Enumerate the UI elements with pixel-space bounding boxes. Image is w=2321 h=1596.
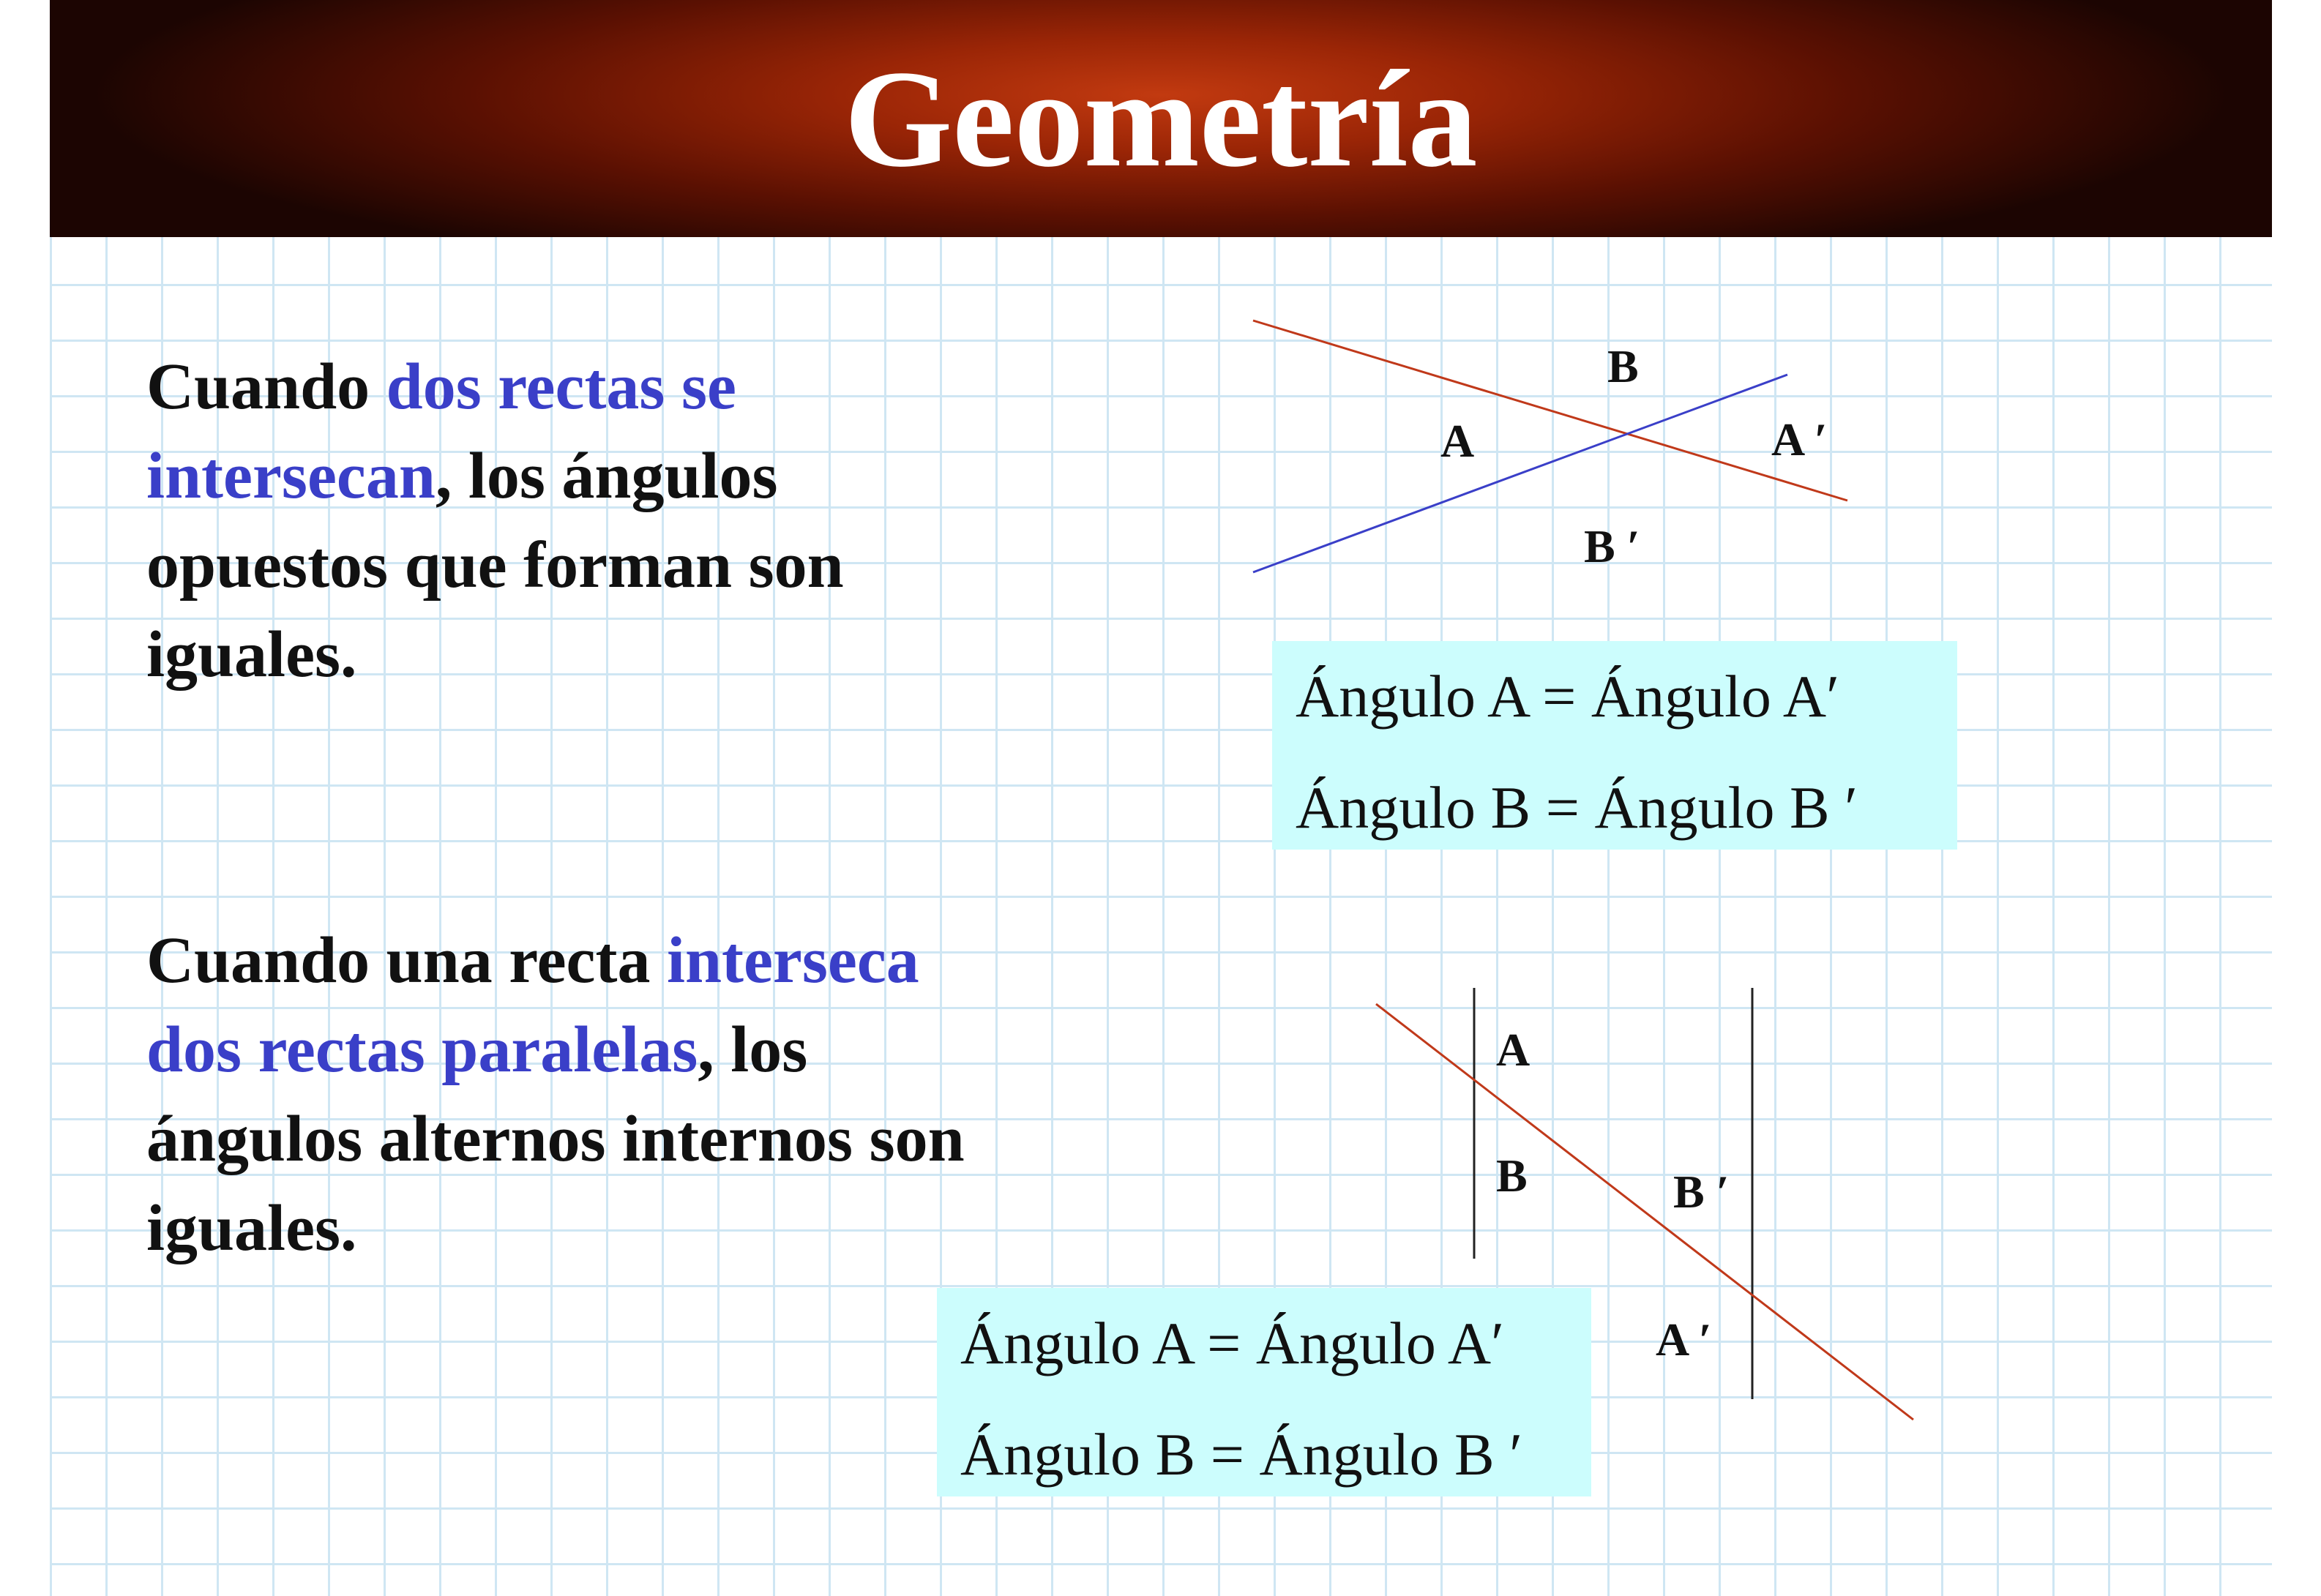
angle-label-b-prime: B ′ — [1673, 1166, 1730, 1218]
equation-box — [937, 1288, 1591, 1496]
equation-line: Ángulo B = Ángulo B ′ — [1296, 774, 1858, 841]
equation-line: Ángulo A = Ángulo A′ — [1296, 663, 1840, 730]
theorem-text: Cuando una recta — [146, 924, 667, 997]
equation-line: Ángulo B = Ángulo B ′ — [960, 1421, 1523, 1488]
angle-label-a: A — [1440, 415, 1475, 467]
red-line — [1253, 321, 1847, 501]
angle-label-a-prime: A ′ — [1771, 413, 1828, 465]
theorem-text: , los ángulos opuestos que forman son iguales. — [146, 440, 844, 691]
equation-box — [1272, 641, 1957, 850]
angle-label-a: A — [1496, 1024, 1530, 1076]
angle-label-b: B — [1496, 1150, 1528, 1202]
equation-line: Ángulo A = Ángulo A′ — [960, 1310, 1505, 1376]
theorem-highlight: interseca dos rectas paralelas — [146, 924, 919, 1086]
angle-label-b: B — [1607, 340, 1639, 392]
blue-line — [1253, 375, 1787, 572]
theorem-highlight: dos rectas se intersecan — [146, 351, 736, 512]
page-title: Geometría — [844, 42, 1478, 196]
angle-label-a-prime: A ′ — [1656, 1314, 1712, 1365]
theorem-text: , los ángulos alternos internos son iguales. — [146, 1014, 965, 1265]
slide — [50, 0, 2272, 1596]
angle-label-b-prime: B ′ — [1584, 520, 1640, 572]
theorem-text: Cuando — [146, 351, 386, 423]
